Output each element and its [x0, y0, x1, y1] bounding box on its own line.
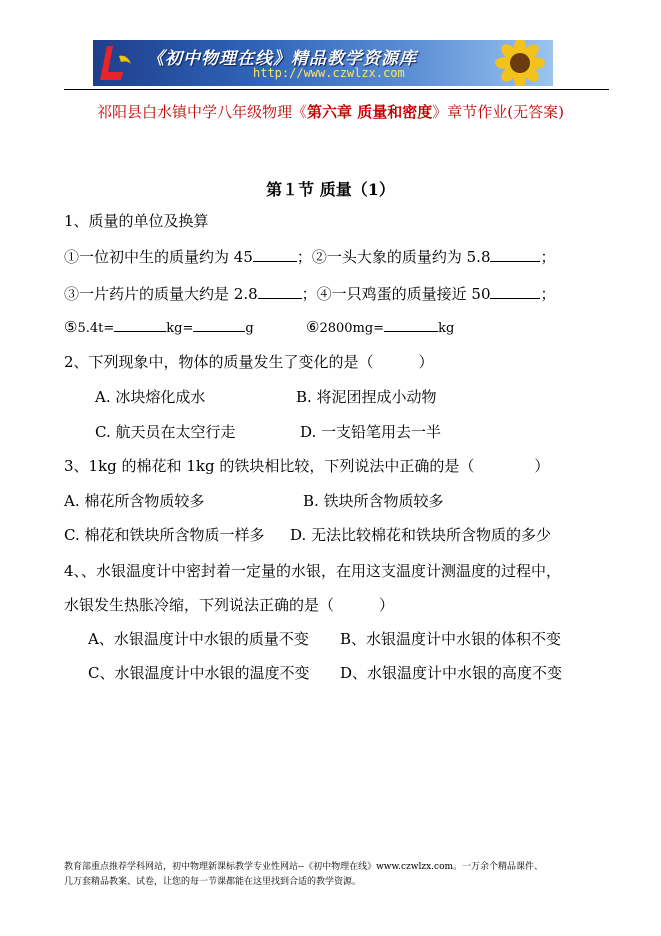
q1-row-3: ⑤5.4t= kg= g	[64, 318, 254, 336]
q3-option-c[interactable]: C. 棉花和铁块所含物质一样多	[64, 526, 265, 544]
q2-option-d[interactable]: D. 一支铅笔用去一半	[300, 423, 442, 441]
answer-blank[interactable]	[258, 284, 302, 299]
q4-option-c[interactable]: C、水银温度计中水银的温度不变	[88, 664, 310, 682]
chapter-name: 第六章 质量和密度	[307, 103, 433, 121]
answer-blank[interactable]	[384, 317, 438, 332]
answer-blank[interactable]	[253, 247, 297, 262]
q2-option-a[interactable]: A. 冰块熔化成水	[95, 388, 206, 406]
logo-icon	[97, 42, 135, 84]
answer-blank[interactable]	[490, 284, 540, 299]
footer-line-1: 教育部重点推荐学科网站，初中物理新课标教学专业性网站--《初中物理在线》www.czwlzx.com。一万余个精品课件、	[64, 862, 544, 872]
header-divider	[64, 89, 609, 90]
banner-title: 《初中物理在线》精品教学资源库	[147, 49, 417, 69]
q1-row-1: ①一位初中生的质量约为 45 ；②一头大象的质量约为 5.8 ；	[64, 248, 556, 266]
q1-heading: 1、质量的单位及换算	[64, 212, 209, 230]
q3-heading: 3、1kg 的棉花和 1kg 的铁块相比较，下列说法中正确的是（ ）	[64, 457, 550, 475]
q2-option-b[interactable]: B. 将泥团捏成小动物	[296, 388, 437, 406]
q3-option-d[interactable]: D. 无法比较棉花和铁块所含物质的多少	[290, 526, 552, 544]
answer-blank[interactable]	[490, 247, 540, 262]
document-title: 祁阳县白水镇中学八年级物理《第六章 质量和密度》章节作业(无答案)	[97, 103, 564, 121]
answer-blank[interactable]	[193, 317, 245, 332]
sunflower-icon	[489, 40, 551, 86]
q4-heading-line-1: 4、、水银温度计中密封着一定量的水银，在用这支温度计测温度的过程中，	[64, 562, 562, 580]
section-title: 第１节 质量（1）	[266, 180, 395, 199]
header-banner	[93, 40, 553, 86]
banner-url: http://www.czwlzx.com	[253, 66, 405, 80]
q2-heading: 2、下列现象中，物体的质量发生了变化的是（ ）	[64, 353, 434, 371]
q2-option-c[interactable]: C. 航天员在太空行走	[95, 423, 236, 441]
q4-option-a[interactable]: A、水银温度计中水银的质量不变	[88, 630, 309, 648]
q1-row-2: ③一片药片的质量大约是 2.8 ；④一只鸡蛋的质量接近 50 ；	[64, 285, 556, 303]
q3-option-a[interactable]: A. 棉花所含物质较多	[64, 492, 205, 510]
q4-heading-line-2: 水银发生热胀冷缩，下列说法正确的是（ ）	[64, 596, 395, 614]
page-footer	[64, 860, 609, 890]
footer-line-2: 几万套精品教案、试卷，让您的每一节课都能在这里找到合适的教学资源。	[64, 877, 362, 887]
q4-option-d[interactable]: D、水银温度计中水银的高度不变	[340, 664, 563, 682]
q4-option-b[interactable]: B、水银温度计中水银的体积不变	[340, 630, 562, 648]
q3-option-b[interactable]: B. 铁块所含物质较多	[303, 492, 444, 510]
answer-blank[interactable]	[114, 317, 166, 332]
q1-row-3b: ⑥2800mg= kg	[306, 318, 455, 336]
